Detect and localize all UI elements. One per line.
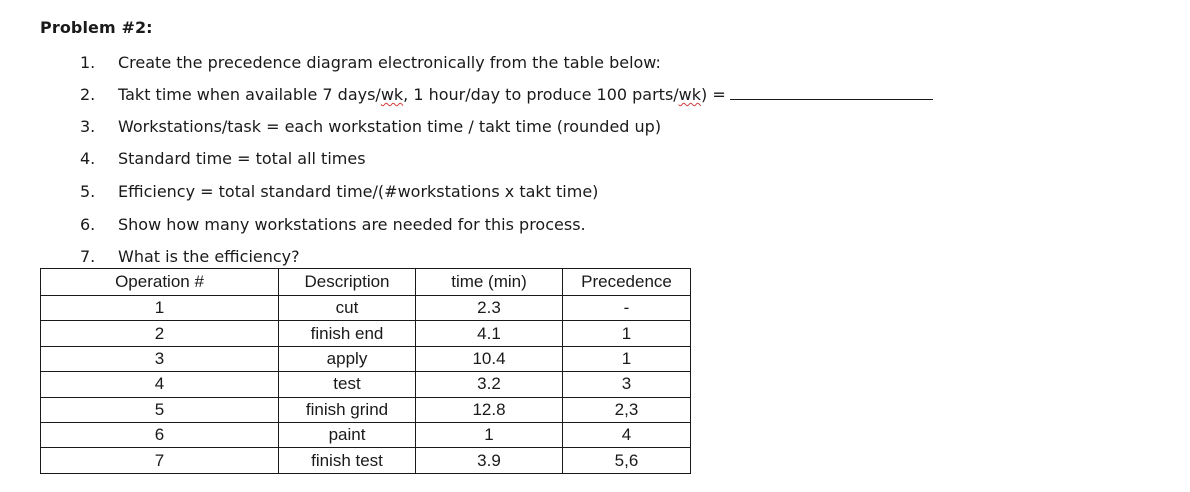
list-item [80, 53, 661, 72]
table-row [41, 372, 691, 397]
item-number: 5. [80, 182, 96, 201]
precedence-cell: 5,6 [563, 448, 691, 473]
item-number: 2. [80, 85, 96, 104]
time-cell: 3.9 [416, 448, 563, 473]
operation-cell: 1 [41, 296, 279, 321]
operations-table [40, 268, 691, 474]
list-item [80, 182, 598, 201]
item-text-end: ) = [701, 85, 726, 104]
operation-cell: 5 [41, 397, 279, 422]
description-cell: finish grind [279, 397, 416, 422]
table-row [41, 296, 691, 321]
item-number: 7. [80, 247, 96, 266]
table-row [41, 448, 691, 473]
answer-blank-line [730, 85, 933, 100]
item-number: 6. [80, 215, 96, 234]
spellcheck-word: wk [380, 85, 404, 104]
list-item [80, 215, 586, 234]
item-text: What is the efficiency? [118, 247, 300, 266]
operation-cell: 4 [41, 372, 279, 397]
item-text-start: Takt time when available 7 days/ [118, 85, 381, 104]
column-header-operation: Operation # [41, 269, 279, 296]
item-text-middle: , 1 hour/day to produce 100 parts/ [403, 85, 679, 104]
description-cell: apply [279, 346, 416, 371]
precedence-cell: 4 [563, 422, 691, 447]
operation-cell: 3 [41, 346, 279, 371]
description-cell: cut [279, 296, 416, 321]
list-item [80, 117, 661, 136]
description-cell: finish test [279, 448, 416, 473]
column-header-precedence: Precedence [563, 269, 691, 296]
table-row [41, 346, 691, 371]
item-number: 3. [80, 117, 96, 136]
table-header-row [41, 269, 691, 296]
list-item [80, 149, 366, 168]
operation-cell: 2 [41, 321, 279, 346]
time-cell: 10.4 [416, 346, 563, 371]
column-header-time: time (min) [416, 269, 563, 296]
list-item [80, 85, 933, 104]
description-cell: paint [279, 422, 416, 447]
item-number: 4. [80, 149, 96, 168]
operation-cell: 6 [41, 422, 279, 447]
time-cell: 12.8 [416, 397, 563, 422]
description-cell: test [279, 372, 416, 397]
precedence-cell: 3 [563, 372, 691, 397]
item-number: 1. [80, 53, 96, 72]
time-cell: 2.3 [416, 296, 563, 321]
problem-title: Problem #2: [40, 18, 153, 37]
item-text: Create the precedence diagram electronically from the table below: [118, 53, 661, 72]
list-item [80, 247, 300, 266]
table-row [41, 321, 691, 346]
table-row [41, 397, 691, 422]
operation-cell: 7 [41, 448, 279, 473]
precedence-cell: 1 [563, 346, 691, 371]
item-text: Workstations/task = each workstation time / takt time (rounded up) [118, 117, 662, 136]
description-cell: finish end [279, 321, 416, 346]
column-header-description: Description [279, 269, 416, 296]
time-cell: 3.2 [416, 372, 563, 397]
spellcheck-word: wk [678, 85, 702, 104]
precedence-cell: 1 [563, 321, 691, 346]
time-cell: 4.1 [416, 321, 563, 346]
item-text: Efficiency = total standard time/(#workstations x takt time) [118, 182, 599, 201]
item-text: Show how many workstations are needed for this process. [118, 215, 586, 234]
precedence-cell: - [563, 296, 691, 321]
item-text: Standard time = total all times [118, 149, 366, 168]
time-cell: 1 [416, 422, 563, 447]
table-row [41, 422, 691, 447]
precedence-cell: 2,3 [563, 397, 691, 422]
